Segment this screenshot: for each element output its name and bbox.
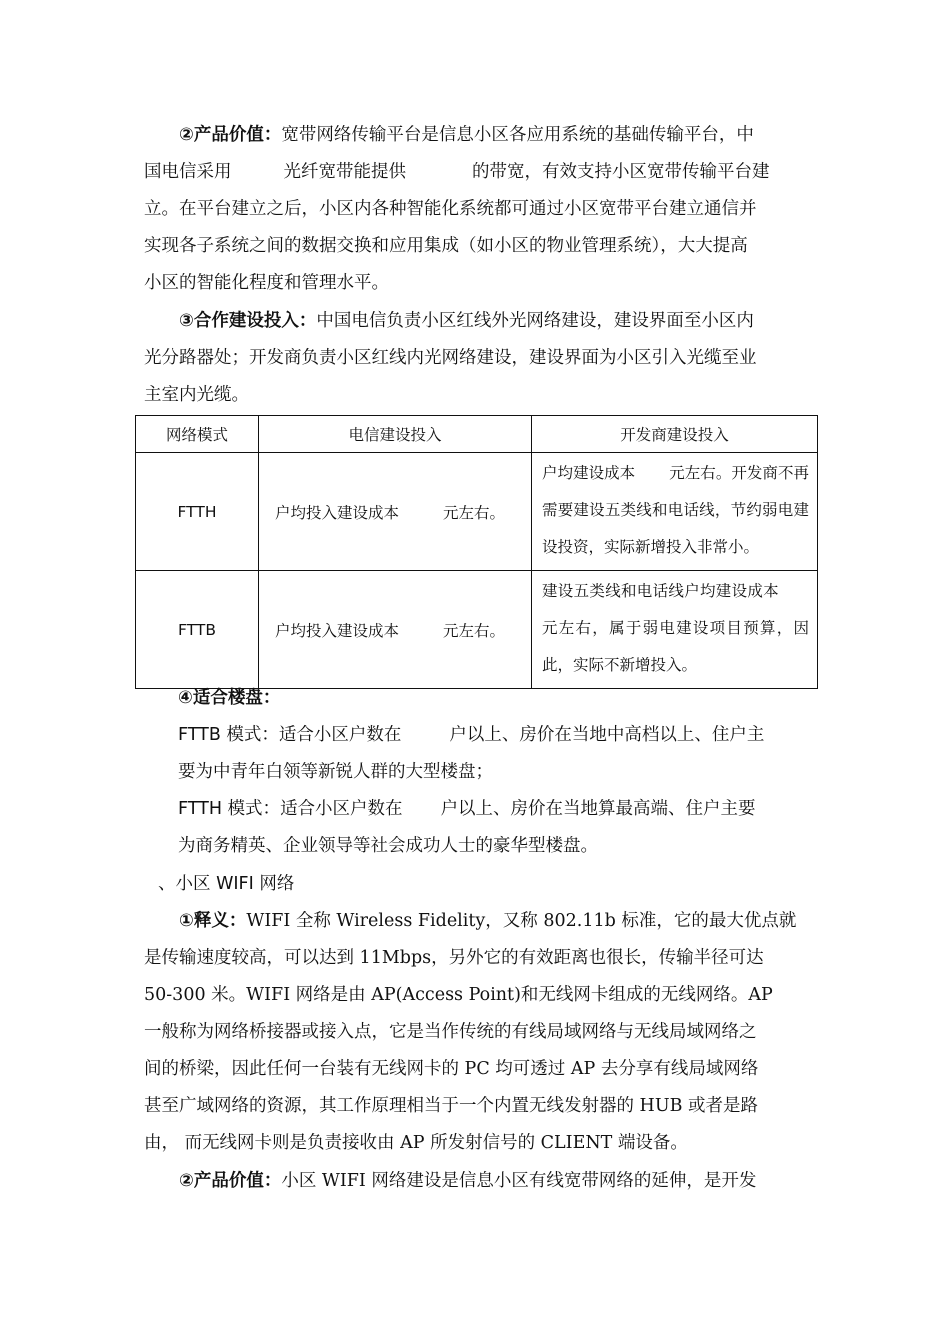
ftth-mode-paragraph	[178, 791, 808, 865]
product-value-text-2b: 光纤宽带能提供	[283, 162, 406, 182]
wifi-heading-text: 、小区 WIFI 网络	[158, 874, 295, 894]
wifi-definition-text-4: 一般称为网络桥接器或接入点，它是当作传统的有线局域网络与无线局域网络之	[144, 1022, 757, 1042]
wifi-definition-text-3: 50-300 米。WIFI 网络是由 AP(Access Point)和无线网卡组成的无线网络。AP	[144, 985, 773, 1005]
table-header-row	[136, 416, 818, 453]
product-value-text-3: 立。在平台建立之后，小区内各种智能化系统都可通过小区宽带平台建立通信并	[144, 199, 757, 219]
ftth-mode-text-b: 户以上、房价在当地算最高端、住户主要	[440, 799, 756, 819]
row-developer-fttb	[532, 571, 818, 689]
ftth-mode-label: FTTH 模式：	[178, 799, 281, 819]
ftth-mode-text-a: 适合小区户数在	[280, 799, 403, 819]
table-row	[136, 453, 818, 571]
suitable-estates-label: ④适合楼盘：	[178, 688, 281, 708]
wifi-definition-text-5: 间的桥梁，因此任何一台装有无线网卡的 PC 均可透过 AP 去分享有线局域网络	[144, 1059, 759, 1079]
product-value-text-2a: 国电信采用	[144, 162, 232, 182]
row-mode-ftth: FTTH	[136, 453, 259, 571]
row-mode-fttb: FTTB	[136, 571, 259, 689]
row-telecom-ftth	[259, 453, 532, 571]
telecom-text-a: 户均投入建设成本	[275, 621, 400, 640]
wifi-definition-text-7: 由， 而无线网卡则是负责接收由 AP 所发射信号的 CLIENT 端设备。	[144, 1133, 688, 1153]
table-header-telecom: 电信建设投入	[259, 416, 532, 453]
wifi-definition-text-6: 甚至广域网络的资源，其工作原理相当于一个内置无线发射器的 HUB 或者是路	[144, 1096, 758, 1116]
product-value-text-2c: 的带宽，有效支持小区宽带传输平台建	[472, 162, 770, 182]
cooperation-label: ③合作建设投入：	[179, 311, 317, 331]
fttb-mode-label: FTTB 模式：	[178, 725, 279, 745]
product-value-text-1: 宽带网络传输平台是信息小区各应用系统的基础传输平台，中	[281, 125, 754, 145]
row-developer-ftth	[532, 453, 818, 571]
telecom-text-b: 元左右。	[443, 503, 506, 522]
product-value-paragraph	[144, 117, 808, 302]
fttb-mode-text-c: 要为中青年白领等新锐人群的大型楼盘；	[178, 762, 493, 782]
product-value-text-5: 小区的智能化程度和管理水平。	[144, 273, 389, 293]
product-value-text-4: 实现各子系统之间的数据交换和应用集成（如小区的物业管理系统），大大提高	[144, 236, 748, 256]
fttb-mode-text-a: 适合小区户数在	[278, 725, 402, 745]
telecom-text-a: 户均投入建设成本	[275, 503, 400, 522]
cooperation-text-1: 中国电信负责小区红线外光网络建设，建设界面至小区内	[316, 311, 754, 331]
developer-text-a: 户均建设成本	[542, 464, 636, 482]
wifi-value-text-1: 小区 WIFI 网络建设是信息小区有线宽带网络的延伸，是开发	[281, 1171, 757, 1191]
wifi-definition-label: ①释义：	[179, 911, 247, 931]
table-header-mode: 网络模式	[136, 416, 259, 453]
fttb-mode-text-b: 户以上、房价在当地中高档以上、住户主	[449, 725, 765, 745]
table-header-developer: 开发商建设投入	[532, 416, 818, 453]
cooperation-paragraph	[144, 303, 808, 414]
telecom-text-b: 元左右。	[443, 621, 506, 640]
investment-table	[135, 415, 818, 689]
product-value-label: ②产品价值：	[179, 125, 282, 145]
cooperation-text-3: 主室内光缆。	[144, 385, 249, 405]
developer-text-b: 元左右。开发商不再需要建设五类线和电话线，节约弱电建设投资，实际新增投入非常小。	[542, 464, 809, 556]
developer-text-b: 元左右，属于弱电建设项目预算，因此，实际不新增投入。	[542, 619, 809, 674]
suitable-estates-heading	[178, 680, 808, 717]
wifi-definition-text-1: WIFI 全称 Wireless Fidelity，又称 802.11b 标准，它的最大优点就	[246, 911, 797, 931]
wifi-definition-text-2: 是传输速度较高，可以达到 11Mbps，另外它的有效距离也很长，传输半径可达	[144, 948, 764, 968]
fttb-mode-paragraph	[178, 717, 808, 791]
wifi-definition-paragraph	[144, 903, 808, 1162]
developer-text-a: 建设五类线和电话线户均建设成本	[542, 582, 779, 600]
ftth-mode-text-c: 为商务精英、企业领导等社会成功人士的豪华型楼盘。	[178, 836, 598, 856]
wifi-section-heading	[158, 866, 822, 903]
wifi-value-paragraph	[144, 1163, 808, 1200]
wifi-value-label: ②产品价值：	[179, 1171, 282, 1191]
row-telecom-fttb	[259, 571, 532, 689]
table-row	[136, 571, 818, 689]
cooperation-text-2: 光分路器处；开发商负责小区红线内光网络建设，建设界面为小区引入光缆至业	[144, 348, 757, 368]
